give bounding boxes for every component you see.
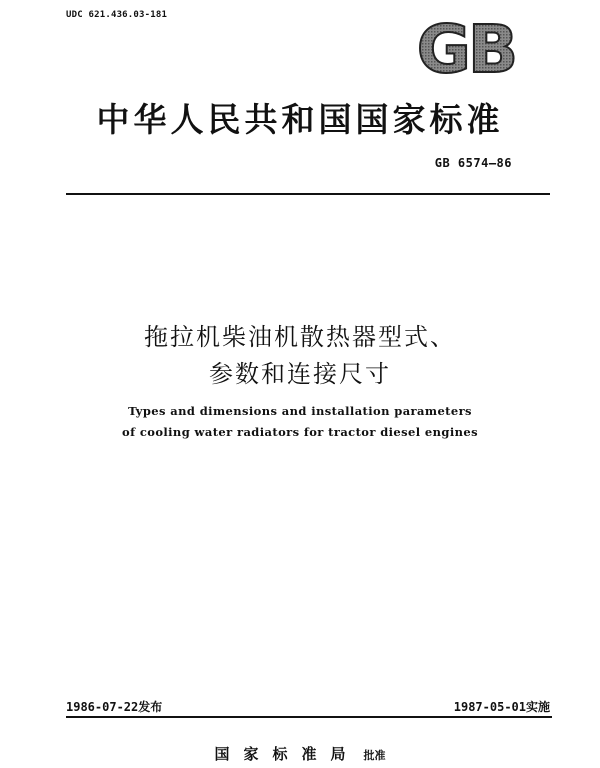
issue-date: 1986-07-22发布	[66, 700, 163, 714]
english-title-line2: of cooling water radiators for tractor diesel engines	[122, 425, 478, 439]
standard-organization: 中华人民共和国国家标准	[96, 100, 504, 139]
approving-authority: 国家标准局	[214, 745, 360, 763]
footer-divider	[66, 716, 552, 718]
gb-logo-text: GB	[416, 16, 516, 78]
gb-logo	[404, 16, 528, 78]
document-title-line2: 参数和连接尺寸	[209, 360, 391, 388]
approval-note: 批准	[363, 749, 386, 762]
implementation-date: 1987-05-01实施	[453, 700, 550, 714]
english-title-line1: Types and dimensions and installation parameters	[128, 404, 472, 418]
standard-number: GB 6574—86	[434, 156, 512, 170]
approval-line	[0, 743, 600, 764]
udc-code: UDC 621.436.03-181	[66, 10, 168, 20]
document-title-line1: 拖拉机柴油机散热器型式、	[144, 323, 456, 351]
header-divider	[66, 193, 550, 195]
